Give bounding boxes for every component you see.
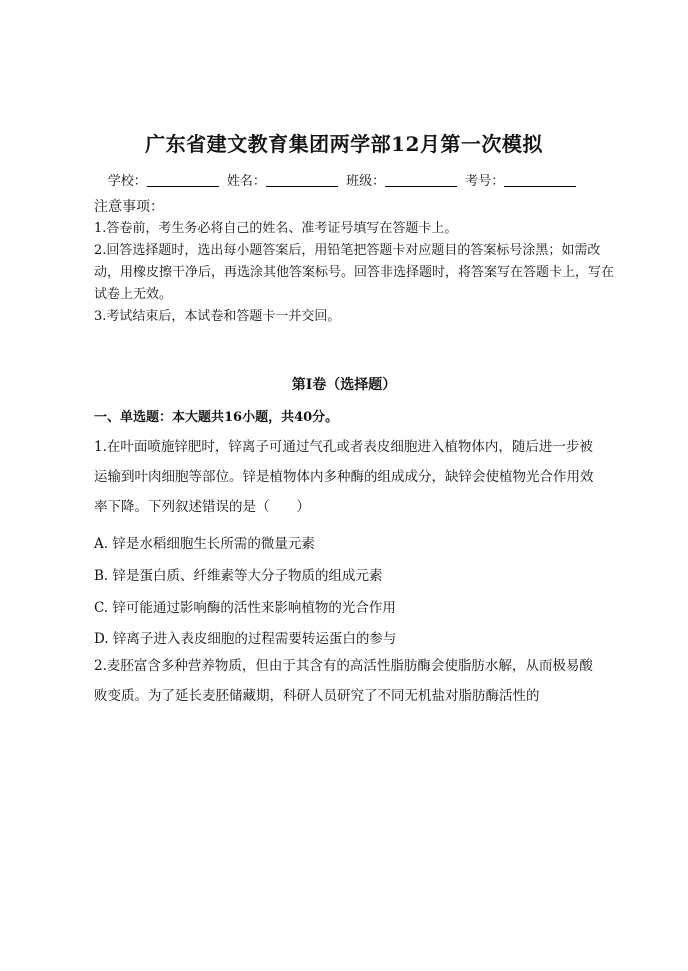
- exam-number-blank: [504, 174, 576, 187]
- exam-number-label: 考号：: [465, 174, 505, 189]
- class-label: 班级：: [346, 174, 386, 189]
- question-2-stem: 2.麦胚富含多种营养物质，但由于其含有的高活性脂肪酶会使脂肪水解，从而极易酸败变质。为了延长麦胚储藏期，科研人员研究了不同无机盐对脂肪酶活性的: [94, 658, 593, 704]
- note-item: 1.答卷前，考生务必将自己的姓名、准考证号填写在答题卡上。: [94, 221, 458, 236]
- school-label: 学校：: [107, 174, 147, 189]
- student-info-line: [0, 170, 688, 189]
- class-blank: [385, 174, 457, 187]
- question-1-option-d: D. 锌离子进入表皮细胞的过程需要转运蛋白的参与: [94, 631, 397, 647]
- notes-block: [94, 196, 614, 328]
- school-blank: [147, 174, 219, 187]
- question-1-option-a: A. 锌是水稻细胞生长所需的微量元素: [94, 536, 315, 552]
- note-item: 2.回答选择题时，选出每小题答案后，用铅笔把答题卡对应题目的答案标号涂黑；如需改动，用橡皮擦干净后，再选涂其他答案标号。回答非选择题时，将答案写在答题卡上，写在试卷上无效。: [94, 243, 615, 302]
- mc-heading: 一、单选题：本大题共16小题，共40分。: [94, 410, 339, 425]
- section-title: 第I卷（选择题）: [291, 377, 397, 393]
- exam-title: 广东省建文教育集团两学部12月第一次模拟: [145, 132, 543, 156]
- name-label: 姓名：: [226, 174, 266, 189]
- notes-heading: 注意事项：: [94, 199, 164, 215]
- name-blank: [266, 174, 338, 187]
- question-1-option-c: C. 锌可能通过影响酶的活性来影响植物的光合作用: [94, 600, 396, 616]
- question-1-stem: 1.在叶面喷施锌肥时，锌离子可通过气孔或者表皮细胞进入植物体内，随后进一步被运输到叶肉细胞等部位。锌是植物体内多种酶的组成成分，缺锌会使植物光合作用效率下降。下列叙述错误的是（ ）: [94, 439, 594, 515]
- question-1-option-b: B. 锌是蛋白质、纤维素等大分子物质的组成元素: [94, 568, 383, 584]
- note-item: 3.考试结束后，本试卷和答题卡一并交回。: [94, 309, 341, 324]
